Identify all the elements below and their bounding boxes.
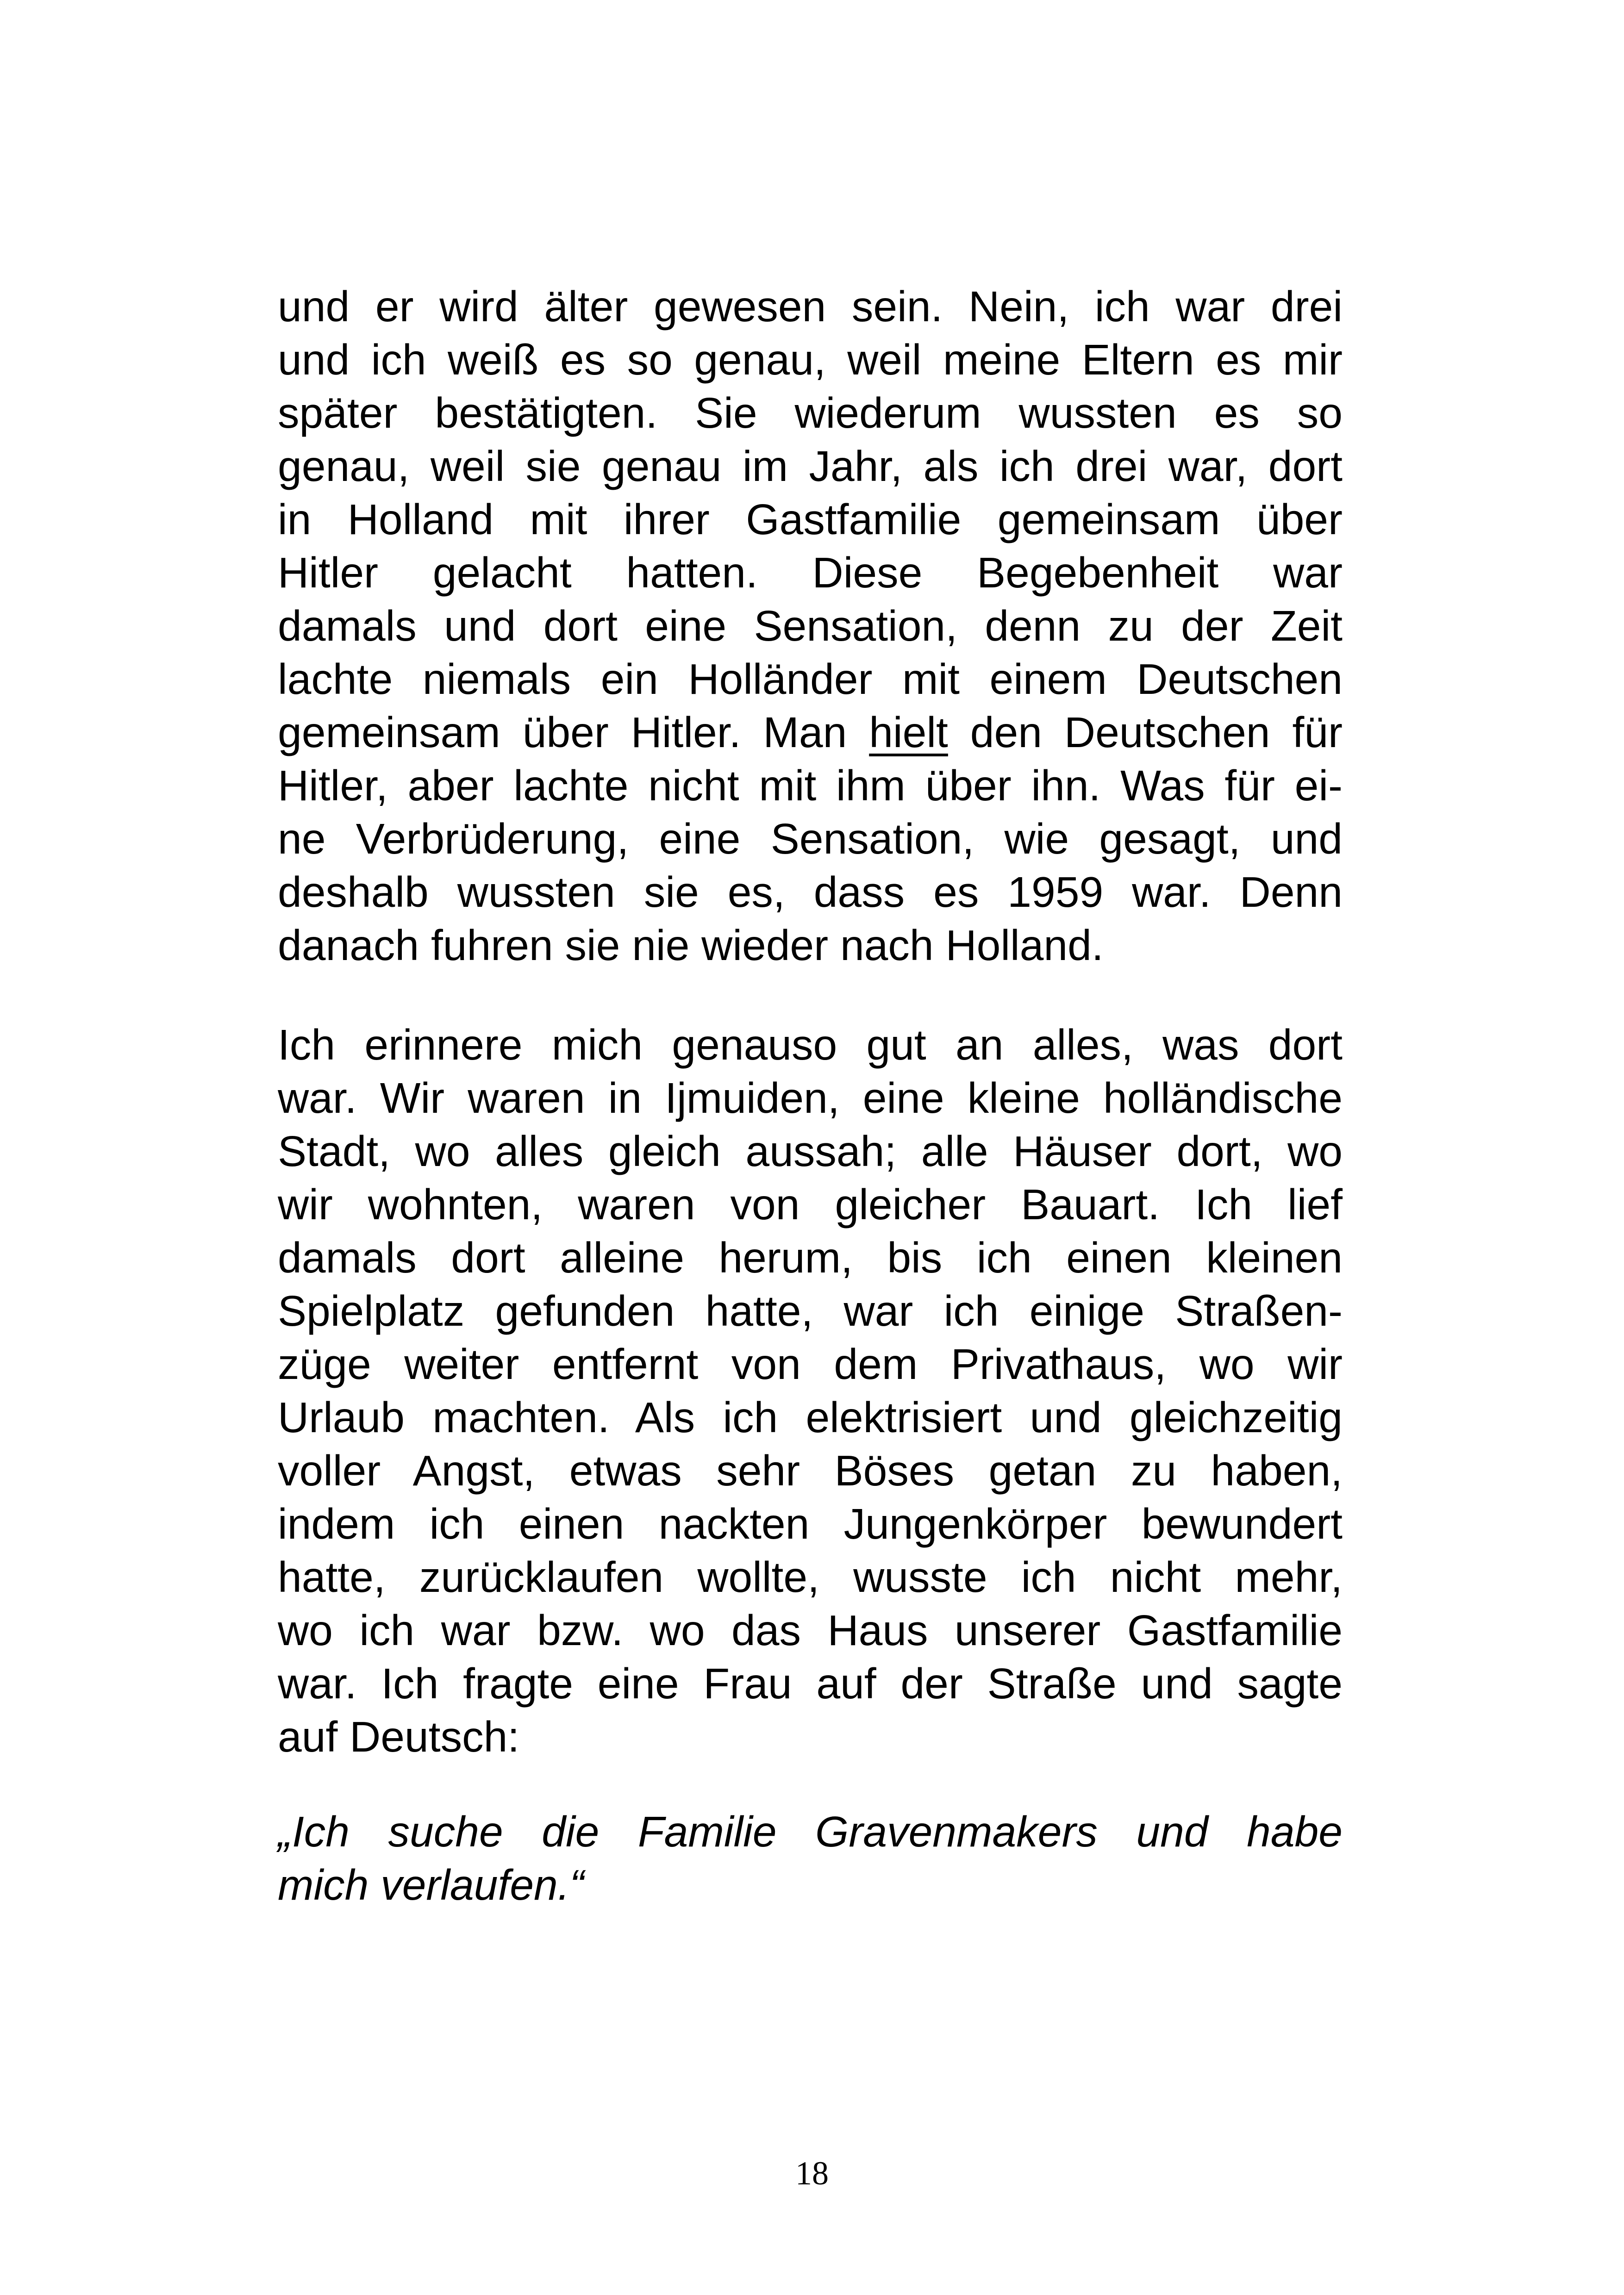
text-line: Stadt, wo alles gleich aussah; alle Häuser dort, wo: [278, 1127, 1343, 1175]
text-line: Hitler, aber lachte nicht mit ihm über ihn. Was für ei-: [278, 761, 1343, 810]
text-line: in Holland mit ihrer Gastfamilie gemeinsam über: [278, 495, 1343, 543]
text-line: indem ich einen nackten Jungenkörper bewundert: [278, 1500, 1343, 1548]
text-line: danach fuhren sie nie wieder nach Holland.: [278, 921, 1104, 969]
underlined-word: hielt: [869, 708, 948, 756]
text-line: auf Deutsch:: [278, 1713, 520, 1761]
paragraph-1: [278, 280, 1343, 972]
text-line: wir wohnten, waren von gleicher Bauart. Ich lief: [278, 1180, 1343, 1229]
text-segment: den Deutschen für: [948, 708, 1343, 756]
text-line: und ich weiß es so genau, weil meine Eltern es mir: [278, 336, 1343, 384]
text-line: wo ich war bzw. wo das Haus unserer Gastfamilie: [278, 1606, 1343, 1654]
text-line: damals und dort eine Sensation, denn zu der Zeit: [278, 602, 1343, 650]
text-line: lachte niemals ein Holländer mit einem Deutschen: [278, 655, 1343, 703]
text-line: ne Verbrüderung, eine Sensation, wie gesagt, und: [278, 815, 1343, 863]
quote-paragraph: [278, 1805, 1343, 1912]
text-line: deshalb wussten sie es, dass es 1959 war. Denn: [278, 868, 1343, 916]
text-line: Hitler gelacht hatten. Diese Begebenheit war: [278, 549, 1343, 597]
text-line: Urlaub machten. Als ich elektrisiert und gleichzeitig: [278, 1393, 1343, 1441]
text-line: Spielplatz gefunden hatte, war ich einige Straßen-: [278, 1287, 1343, 1335]
text-line: war. Wir waren in Ijmuiden, eine kleine holländische: [278, 1074, 1343, 1122]
text-line: damals dort alleine herum, bis ich einen kleinen: [278, 1234, 1343, 1282]
page-number: 18: [795, 2155, 829, 2192]
text-line: Ich erinnere mich genauso gut an alles, was dort: [278, 1021, 1343, 1069]
text-line: voller Angst, etwas sehr Böses getan zu haben,: [278, 1447, 1343, 1495]
text-line: und er wird älter gewesen sein. Nein, ich war drei: [278, 282, 1343, 331]
text-segment: gemeinsam über Hitler. Man: [278, 708, 869, 756]
text-line: war. Ich fragte eine Frau auf der Straße und sagte: [278, 1659, 1343, 1708]
text-line: genau, weil sie genau im Jahr, als ich drei war, dort: [278, 442, 1343, 490]
quote-line: „Ich suche die Familie Gravenmakers und habe: [278, 1808, 1343, 1856]
quote-line: mich verlaufen.“: [278, 1861, 584, 1909]
text-line-with-underline: [278, 706, 1343, 759]
text-line: hatte, zurücklaufen wollte, wusste ich nicht mehr,: [278, 1553, 1343, 1601]
paragraph-2: [278, 1018, 1343, 1764]
text-line: später bestätigten. Sie wiederum wussten es so: [278, 389, 1343, 437]
text-line: züge weiter entfernt von dem Privathaus, wo wir: [278, 1340, 1343, 1388]
